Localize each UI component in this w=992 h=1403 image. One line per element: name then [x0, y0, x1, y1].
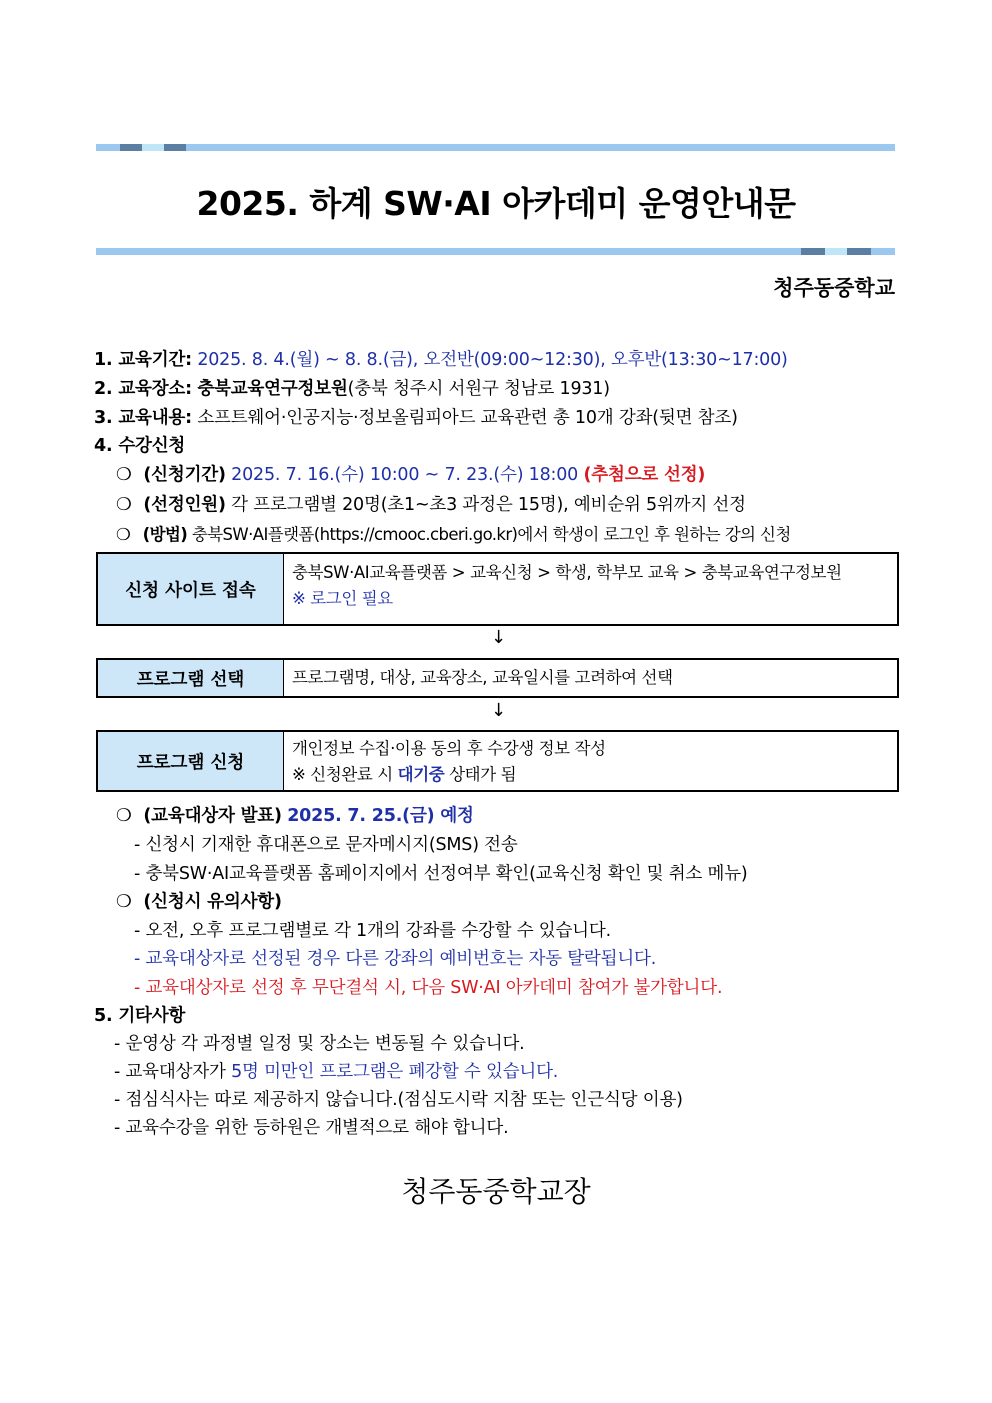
bullet-icon: ❍ [116, 806, 132, 826]
apply-period-note: (추첨으로 선정) [583, 465, 706, 485]
content-value: 소프트웨어·인공지능·정보올림피아드 교육관련 총 10개 강좌(뒷면 참조) [197, 408, 738, 428]
notes-line [116, 888, 282, 913]
period-value: 2025. 8. 4.(월) ~ 8. 8.(금), 오전반(09:00~12:30), 오후반(13:30~17:00) [197, 350, 788, 370]
flow-step-note [292, 762, 606, 788]
flow-step-label: 프로그램 선택 [98, 660, 284, 696]
band-segment [847, 248, 871, 255]
flow-step-text: 프로그램명, 대상, 교육장소, 교육일시를 고려하여 선택 [292, 668, 673, 687]
flow-step-content [284, 554, 850, 624]
apply-method-value: 충북SW·AI플랫폼(https://cmooc.cberi.go.kr)에서 학생이 로그인 후 원하는 강의 신청 [191, 525, 791, 544]
note-item: - 오전, 오후 프로그램별로 각 1개의 강좌를 수강할 수 있습니다. [134, 921, 611, 941]
bullet-icon: ❍ [116, 465, 132, 485]
announce-sub1: - 신청시 기재한 휴대폰으로 문자메시지(SMS) 전송 [134, 835, 518, 855]
apply-count-line [116, 491, 746, 516]
announce-sub2: - 충북SW·AI교육플랫폼 홈페이지에서 선정여부 확인(교육신청 확인 및 취소 메뉴) [134, 864, 748, 884]
place-address: (충북 청주시 서원구 청남로 1931) [347, 379, 610, 399]
announce-line [116, 802, 474, 827]
down-arrow-icon: ↓ [491, 627, 507, 648]
period-label: 1. 교육기간: [94, 350, 192, 370]
flow-step-text: 개인정보 수집·이용 동의 후 수강생 정보 작성 [292, 739, 606, 758]
notes-label: (신청시 유의사항) [143, 892, 282, 912]
bottom-decor-band [96, 248, 895, 255]
place-label: 2. 교육장소: [94, 379, 192, 399]
misc-heading: 5. 기타사항 [94, 1006, 186, 1026]
login-required-note: ※ 로그인 필요 [292, 589, 393, 608]
flow-step-content [284, 732, 614, 790]
apply-method-label: (방법) [142, 525, 188, 544]
misc-item: - 교육수강을 위한 등하원은 개별적으로 해야 합니다. [114, 1118, 509, 1138]
flow-step-site [96, 552, 899, 626]
flow-step-select [96, 658, 899, 698]
note-prefix: ※ 신청완료 시 [292, 765, 398, 784]
apply-method-line [116, 521, 791, 545]
period-line [94, 346, 788, 371]
note-item: - 교육대상자로 선정 후 무단결석 시, 다음 SW·AI 아카데미 참여가 불가합니다. [134, 978, 723, 998]
misc-item: - 점심식사는 따로 제공하지 않습니다.(점심도시락 지참 또는 인근식당 이용) [114, 1090, 683, 1110]
waiting-status: 대기중 [397, 765, 445, 784]
school-name: 청주동중학교 [773, 276, 895, 300]
content-label: 3. 교육내용: [94, 408, 192, 428]
apply-heading: 4. 수강신청 [94, 436, 186, 456]
place-name: 충북교육연구정보원 [197, 379, 348, 399]
misc-text: - 교육대상자가 [114, 1062, 232, 1082]
note-suffix: 상태가 됨 [444, 765, 517, 784]
announce-label: (교육대상자 발표) [143, 806, 282, 826]
band-segment [825, 248, 847, 255]
apply-count-value: 각 프로그램별 20명(초1~초3 과정은 15명), 예비순위 5위까지 선정 [231, 495, 746, 515]
announce-value: 2025. 7. 25.(금) 예정 [287, 806, 474, 826]
band-segment [120, 144, 142, 151]
flow-step-text: 충북SW·AI교육플랫폼 > 교육신청 > 학생, 학부모 교육 > 충북교육연구정보원 [292, 563, 842, 582]
flow-step-label: 프로그램 신청 [98, 732, 284, 790]
page-title: 2025. 하계 SW·AI 아카데미 운영안내문 [196, 184, 796, 223]
flow-step-apply [96, 730, 899, 792]
top-decor-band [96, 144, 895, 151]
misc-item [114, 1058, 558, 1083]
principal-signature: 청주동중학교장 [401, 1175, 591, 1208]
misc-item: - 운영상 각 과정별 일정 및 장소는 변동될 수 있습니다. [114, 1034, 525, 1054]
apply-period-label: (신청기간) [143, 465, 226, 485]
flow-step-label: 신청 사이트 접속 [98, 554, 284, 624]
content-line [94, 404, 738, 429]
place-line [94, 375, 610, 400]
band-segment [164, 144, 186, 151]
apply-count-label: (선정인원) [143, 495, 226, 515]
note-item: - 교육대상자로 선정된 경우 다른 강좌의 예비번호는 자동 탈락됩니다. [134, 949, 657, 969]
down-arrow-icon: ↓ [491, 700, 507, 721]
misc-highlight: 5명 미만인 프로그램은 폐강할 수 있습니다. [231, 1062, 559, 1082]
band-segment [801, 248, 825, 255]
bullet-icon: ❍ [116, 495, 132, 515]
flow-step-content [284, 660, 681, 696]
bullet-icon: ❍ [116, 525, 131, 544]
apply-period-line [116, 461, 705, 486]
bullet-icon: ❍ [116, 892, 132, 912]
band-segment [142, 144, 164, 151]
apply-period-value: 2025. 7. 16.(수) 10:00 ~ 7. 23.(수) 18:00 [231, 465, 579, 485]
